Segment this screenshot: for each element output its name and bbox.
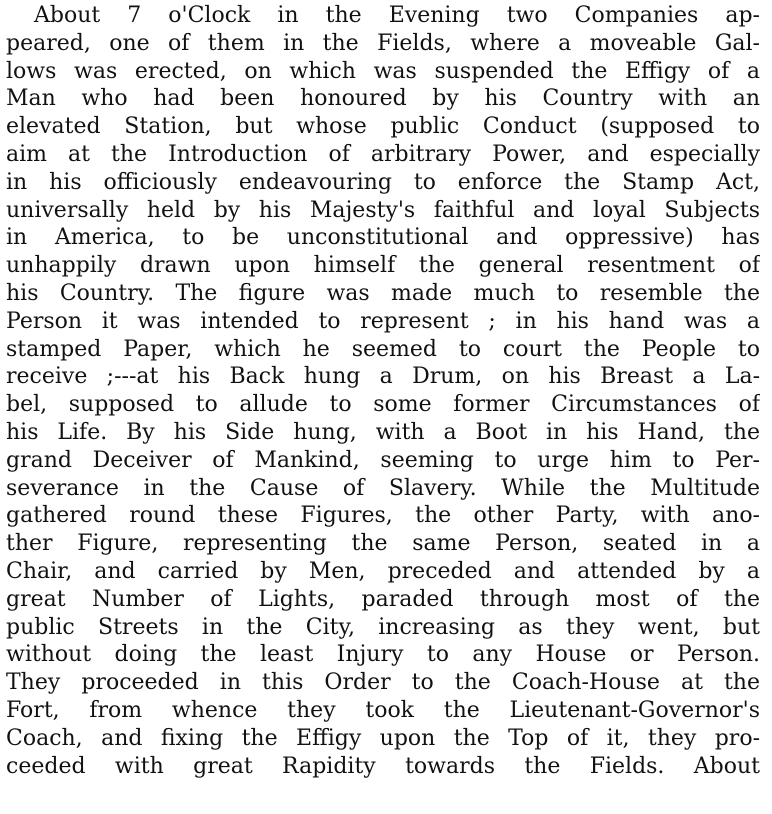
article-line: his Country. The figure was made much to resemble the xyxy=(6,280,760,306)
article-line: stamped Paper, which he seemed to court the People to xyxy=(6,336,760,362)
article-line: universally held by his Majesty's faithful and loyal Subjects xyxy=(6,197,760,223)
article-line: gathered round these Figures, the other Party, with ano- xyxy=(6,503,760,529)
article-line: in America, to be unconstitutional and oppressive) has xyxy=(6,225,760,251)
article-line: his Life. By his Side hung, with a Boot in his Hand, the xyxy=(6,419,760,445)
article-line: receive ;---at his Back hung a Drum, on his Breast a La- xyxy=(6,364,760,390)
article-line: unhappily drawn upon himself the general resentment of xyxy=(6,253,760,279)
article-line: elevated Station, but whose public Conduct (supposed to xyxy=(6,114,760,140)
article-line: They proceeded in this Order to the Coach-House at the xyxy=(6,670,760,696)
article-line: Coach, and fixing the Effigy upon the Top of it, they pro- xyxy=(6,725,760,751)
article-column xyxy=(6,2,760,780)
article-line: public Streets in the City, increasing as they went, but xyxy=(6,614,760,640)
article-line: great Number of Lights, paraded through most of the xyxy=(6,586,760,612)
article-line: Chair, and carried by Men, preceded and attended by a xyxy=(6,558,760,584)
article-line: severance in the Cause of Slavery. While the Multitude xyxy=(6,475,760,501)
article-line: Man who had been honoured by his Country with an xyxy=(6,86,760,112)
article-line: ceeded with great Rapidity towards the Fields. About xyxy=(6,753,760,779)
article-line: Fort, from whence they took the Lieutenant-Governor's xyxy=(6,697,760,723)
article-line: lows was erected, on which was suspended the Effigy of a xyxy=(6,58,760,84)
article-line: in his officiously endeavouring to enforce the Stamp Act, xyxy=(6,169,760,195)
article-line: ther Figure, representing the same Person, seated in a xyxy=(6,531,760,557)
article-line: About 7 o'Clock in the Evening two Companies ap- xyxy=(34,3,760,28)
article-line: grand Deceiver of Mankind, seeming to urge him to Per- xyxy=(6,447,760,473)
article-line: aim at the Introduction of arbitrary Power, and especially xyxy=(6,141,760,167)
article-line: bel, supposed to allude to some former Circumstances of xyxy=(6,392,760,418)
article-line: Person it was intended to represent ; in his hand was a xyxy=(6,308,760,334)
article-line: peared, one of them in the Fields, where a moveable Gal- xyxy=(6,30,760,56)
article-line: without doing the least Injury to any House or Person. xyxy=(6,642,760,668)
